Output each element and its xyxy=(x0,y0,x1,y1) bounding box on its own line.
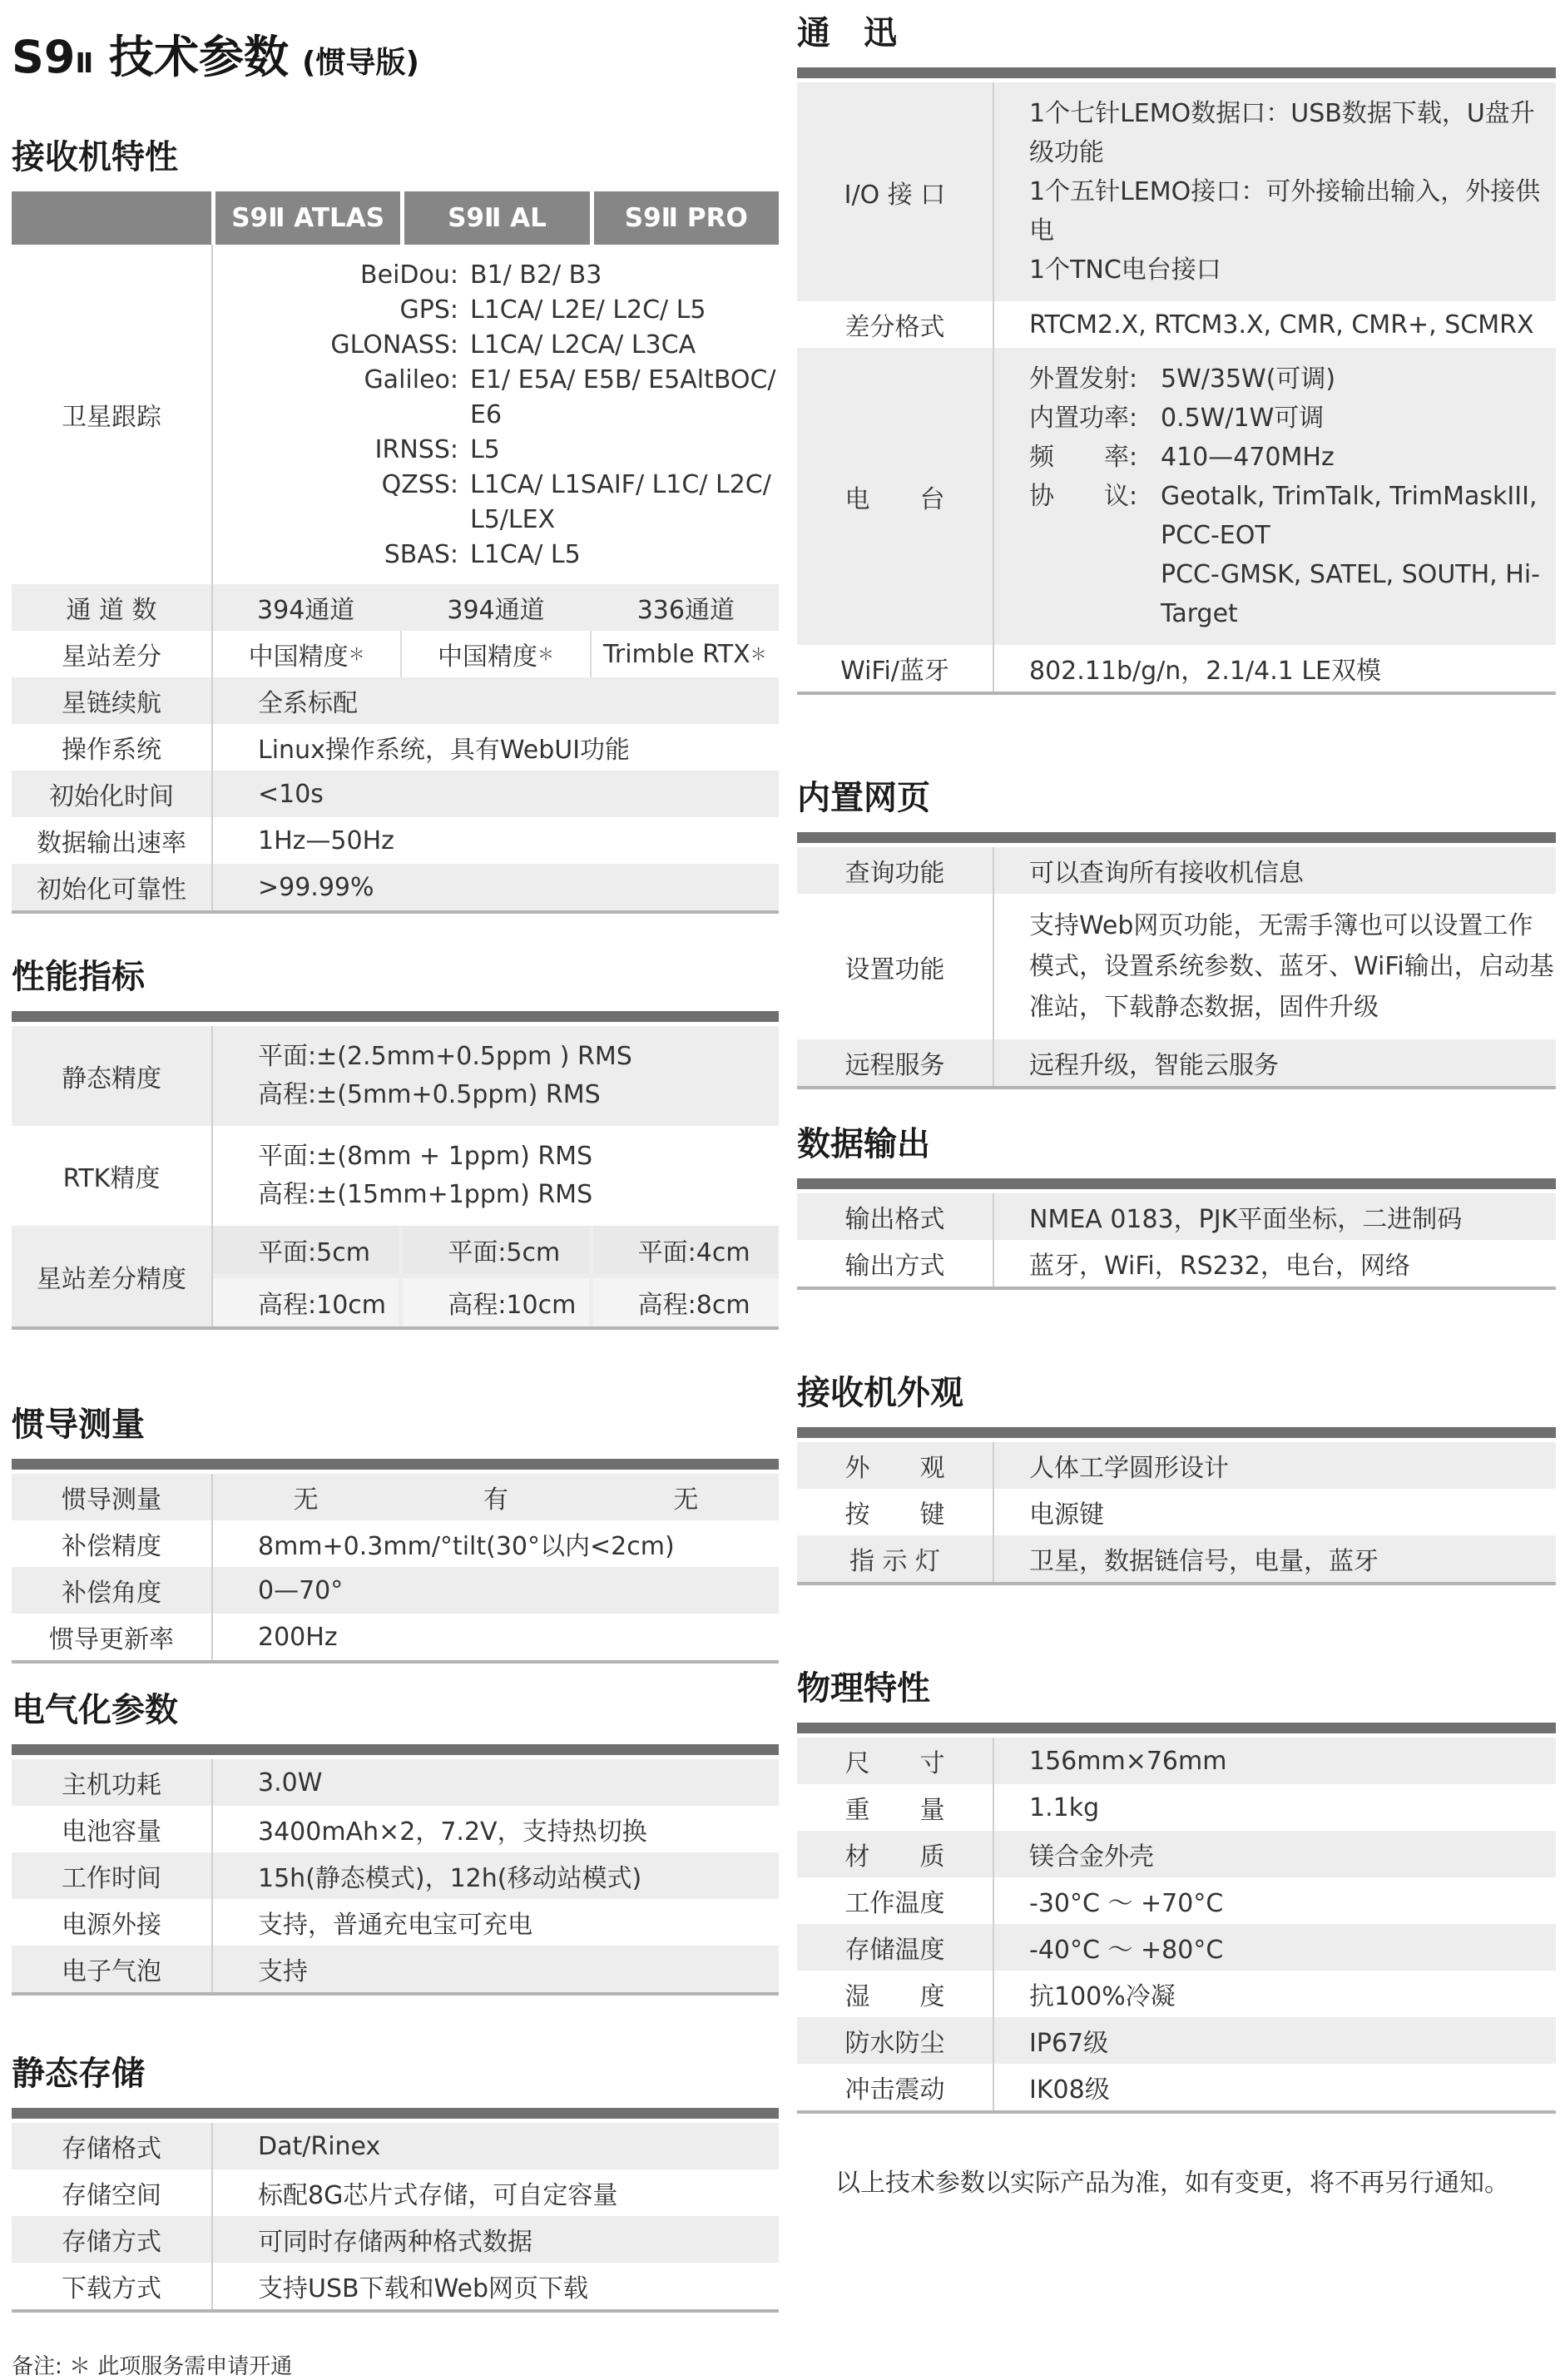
radio-line xyxy=(1029,359,1335,399)
table-row-remote-service xyxy=(797,1039,1556,1086)
table-row-ppp-service xyxy=(12,631,779,677)
spec-value: 高程:8cm xyxy=(593,1278,779,1326)
satellite-bands: L1CA/ L1SAIF/ L1C/ L2C/ L5/LEX xyxy=(470,470,771,534)
spec-value: 全系标配 xyxy=(258,689,358,718)
column-header-al: S9Ⅱ AL xyxy=(404,191,589,245)
web-table xyxy=(797,832,1556,1089)
satellite-bands: E1/ E5A/ E5B/ E5AltBOC/ E6 xyxy=(470,365,776,429)
spec-value: 0—70° xyxy=(258,1575,344,1605)
title-model: S9 xyxy=(12,31,76,83)
satellite-system: GPS: xyxy=(399,295,458,325)
satellite-line xyxy=(213,328,779,363)
satellite-line xyxy=(213,363,779,433)
output-table xyxy=(797,1178,1556,1290)
ppp-accuracy-grid xyxy=(213,1226,779,1326)
column-header-atlas: S9Ⅱ ATLAS xyxy=(215,191,400,245)
spec-label: RTK精度 xyxy=(12,1126,213,1226)
spec-label: 外 观 xyxy=(797,1442,994,1489)
spec-value: 3.0W xyxy=(258,1768,323,1797)
satellite-system: SBAS: xyxy=(384,540,458,569)
receiver-table-header xyxy=(12,191,779,245)
spec-value: 支持USB下载和Web网页下载 xyxy=(258,2274,588,2303)
radio-line xyxy=(1029,555,1556,633)
spec-label: 工作温度 xyxy=(797,1877,994,1924)
table-row-waterproof xyxy=(797,2017,1556,2064)
section-performance-heading: 性能指标 xyxy=(12,958,145,996)
spec-value: 中国精度 ＊ xyxy=(213,631,400,677)
spec-value-text: 中国精度 xyxy=(437,642,537,672)
spec-value: 高程:10cm xyxy=(213,1278,399,1326)
spec-label: 输出方式 xyxy=(797,1240,994,1287)
spec-value: 中国精度 ＊ xyxy=(400,631,589,677)
spec-value: 支持，普通充电宝可充电 xyxy=(258,1911,532,1940)
table-row-external-power xyxy=(12,1899,779,1946)
section-web-heading: 内置网页 xyxy=(797,779,930,817)
radio-value: Geotalk, TrimTalk, TrimMaskIII, PCC-EOT xyxy=(1161,482,1538,550)
table-row-satellite-tracking xyxy=(12,245,779,584)
spec-label: 查询功能 xyxy=(797,847,994,894)
spec-value: 无 xyxy=(213,1474,399,1520)
spec-value: 15h(静态模式)，12h(移动站模式) xyxy=(258,1864,642,1893)
section-receiver-heading: 接收机特性 xyxy=(12,138,178,176)
table-top-bar xyxy=(797,1427,1556,1438)
spec-value: 1Hz—50Hz xyxy=(258,826,394,855)
spec-value xyxy=(994,82,1556,301)
satellite-system: Galileo: xyxy=(364,365,458,394)
spec-value: -40°C ～ +80°C xyxy=(1029,1936,1224,1965)
spec-label: 重 量 xyxy=(797,1784,994,1831)
spec-value-text: Trimble RTX xyxy=(602,639,750,669)
spec-value xyxy=(213,1126,779,1226)
spec-value: 平面:5cm xyxy=(403,1226,588,1274)
spec-value-text: 中国精度 xyxy=(248,642,349,672)
spec-label: 主机功耗 xyxy=(12,1759,213,1806)
spec-value: 抗100%冷凝 xyxy=(1029,1982,1176,2011)
spec-value-line: 平面:±(8mm + 1ppm) RMS xyxy=(258,1142,593,1171)
spec-label: 冲击震动 xyxy=(797,2064,994,2110)
spec-label: 补偿角度 xyxy=(12,1567,213,1614)
spec-value: RTCM2.X, RTCM3.X, CMR, CMR+, SCMRX xyxy=(1029,310,1534,340)
section-imu-heading: 惯导测量 xyxy=(12,1406,145,1444)
table-row-humidity xyxy=(797,1971,1556,2017)
title-variant: (惯导版) xyxy=(302,46,419,80)
satellite-system: IRNSS: xyxy=(374,435,458,464)
spec-value: 平面:4cm xyxy=(593,1226,779,1274)
table-top-bar xyxy=(12,1011,779,1022)
radio-line xyxy=(1029,477,1556,555)
spec-label: I/O 接 口 xyxy=(797,82,994,301)
spec-label: 指 示 灯 xyxy=(797,1535,994,1582)
spec-value: 3400mAh×2，7.2V，支持热切换 xyxy=(258,1817,647,1847)
title-text: 技术参数 xyxy=(93,31,290,83)
spec-value: 人体工学圆形设计 xyxy=(1029,1454,1229,1483)
spec-value: 有 xyxy=(403,1474,588,1520)
left-column xyxy=(12,22,779,2380)
spec-value: Dat/Rinex xyxy=(258,2131,381,2161)
section-output-heading: 数据输出 xyxy=(797,1125,930,1163)
table-row-static-accuracy xyxy=(12,1026,779,1126)
table-row-init-time xyxy=(12,771,779,817)
satellite-system: GLONASS: xyxy=(330,330,458,359)
spec-value: IP67级 xyxy=(1029,2029,1109,2058)
table-row-battery xyxy=(12,1806,779,1852)
spec-label: 初始化可靠性 xyxy=(12,864,213,910)
spec-value-line: 平面:±(2.5mm+0.5ppm ) RMS xyxy=(258,1042,632,1071)
table-row-size xyxy=(797,1738,1556,1784)
spec-value: 电源键 xyxy=(1029,1500,1104,1530)
comm-table xyxy=(797,67,1556,695)
satellite-system: QZSS: xyxy=(381,470,458,499)
spec-label: 存储方式 xyxy=(12,2216,213,2263)
spec-value: IK08级 xyxy=(1029,2075,1110,2105)
spec-value: NMEA 0183，PJK平面坐标，二进制码 xyxy=(1029,1205,1463,1234)
receiver-table xyxy=(12,191,779,914)
table-row-power-consumption xyxy=(12,1759,779,1806)
spec-value: 8mm+0.3mm/°tilt(30°以内<2cm) xyxy=(258,1532,675,1561)
satellite-line xyxy=(213,538,779,573)
table-row-e-bubble xyxy=(12,1946,779,1992)
ppp-height-row xyxy=(213,1278,779,1326)
table-top-bar xyxy=(12,1459,779,1470)
spec-value: 336通道 xyxy=(593,584,779,631)
table-row-operating-temp xyxy=(797,1877,1556,1924)
right-column xyxy=(797,7,1556,2199)
radio-value: 0.5W/1W可调 xyxy=(1161,404,1325,433)
satellite-signal-list xyxy=(213,245,779,584)
radio-key: 频 率: xyxy=(1029,443,1138,472)
spec-value-line: 高程:±(15mm+1ppm) RMS xyxy=(258,1180,593,1209)
spec-value: <10s xyxy=(258,779,324,809)
table-row-rtk-accuracy xyxy=(12,1126,779,1226)
spec-value: Linux操作系统，具有WebUI功能 xyxy=(258,736,631,765)
radio-key xyxy=(1029,555,1154,633)
table-row-os xyxy=(12,724,779,771)
title-generation: Ⅱ xyxy=(75,47,94,79)
table-row-storage-temp xyxy=(797,1924,1556,1971)
table-row-download-mode xyxy=(12,2263,779,2309)
table-row-storage-format xyxy=(12,2123,779,2169)
spec-label: 电池容量 xyxy=(12,1806,213,1852)
spec-value: 无 xyxy=(593,1474,779,1520)
spec-value-line: 1个五针LEMO接口：可外接输出输入，外接供电 xyxy=(1029,177,1541,245)
spec-value: 支持Web网页功能，无需手簿也可以设置工作模式，设置系统参数、蓝牙、WiFi输出，启动基准站，下载静态数据，固件升级 xyxy=(1029,911,1554,1022)
spec-label: 远程服务 xyxy=(797,1039,994,1086)
spec-label: 存储温度 xyxy=(797,1924,994,1971)
spec-label: 防水防尘 xyxy=(797,2017,994,2064)
spec-label: 设置功能 xyxy=(797,894,994,1039)
imu-table xyxy=(12,1459,779,1664)
spec-value: 支持 xyxy=(258,1957,308,1986)
table-top-bar xyxy=(797,67,1556,78)
table-row-work-time xyxy=(12,1852,779,1899)
spec-value: >99.99% xyxy=(258,872,374,902)
closing-note: 以上技术参数以实际产品为准，如有变更，将不再另行通知。 xyxy=(835,2169,1509,2198)
table-row-shock xyxy=(797,2064,1556,2110)
column-header-empty xyxy=(12,191,211,245)
satellite-system: BeiDou: xyxy=(360,260,458,290)
spec-label: 通 道 数 xyxy=(12,584,213,631)
spec-value-line: 高程:±(5mm+0.5ppm) RMS xyxy=(258,1080,601,1109)
radio-value: PCC-GMSK, SATEL, SOUTH, Hi-Target xyxy=(1161,560,1540,628)
table-row-imu-availability xyxy=(12,1474,779,1520)
spec-label: 输出格式 xyxy=(797,1193,994,1240)
spec-label: 补偿精度 xyxy=(12,1520,213,1567)
table-row-setting-function xyxy=(797,894,1556,1039)
radio-value: 410—470MHz xyxy=(1161,443,1335,472)
footnote: 备注: ＊ 此项服务需申请开通 xyxy=(12,2354,293,2379)
table-row-data-rate xyxy=(12,817,779,864)
table-top-bar xyxy=(797,1178,1556,1189)
table-top-bar xyxy=(797,1723,1556,1733)
spec-value: Trimble RTX ＊ xyxy=(590,631,779,677)
table-row-compensation-angle xyxy=(12,1567,779,1614)
table-row-imu-update-rate xyxy=(12,1614,779,1660)
spec-value: 镁合金外壳 xyxy=(1029,1842,1154,1872)
spec-value: 标配8G芯片式存储，可自定容量 xyxy=(258,2181,618,2210)
storage-table xyxy=(12,2108,779,2313)
ppp-plane-row xyxy=(213,1226,779,1274)
section-comm-heading: 通 迅 xyxy=(797,14,897,52)
satellite-line xyxy=(213,258,779,293)
table-row-compensation-accuracy xyxy=(12,1520,779,1567)
spec-label: 按 键 xyxy=(797,1489,994,1535)
spec-value: 156mm×76mm xyxy=(1029,1746,1227,1776)
spec-value: 蓝牙，WiFi，RS232，电台，网络 xyxy=(1029,1252,1410,1281)
table-top-bar xyxy=(12,1744,779,1755)
spec-value: 394通道 xyxy=(213,584,399,631)
spec-label: 电子气泡 xyxy=(12,1946,213,1992)
radio-line xyxy=(1029,438,1335,477)
spec-label: 星站差分精度 xyxy=(12,1226,213,1326)
spec-label: 工作时间 xyxy=(12,1852,213,1899)
section-electrical-heading: 电气化参数 xyxy=(12,1691,178,1729)
table-row-output-format xyxy=(797,1193,1556,1240)
satellite-line xyxy=(213,468,779,538)
satellite-bands: B1/ B2/ B3 xyxy=(470,260,602,290)
spec-value: 802.11b/g/n，2.1/4.1 LE双模 xyxy=(1029,657,1382,686)
satellite-line xyxy=(213,433,779,468)
spec-label: 星站差分 xyxy=(12,631,213,677)
appearance-table xyxy=(797,1427,1556,1585)
performance-table xyxy=(12,1011,779,1330)
table-row-weight xyxy=(797,1784,1556,1831)
table-row-starlink xyxy=(12,677,779,724)
table-row-material xyxy=(797,1831,1556,1877)
table-row-indicators xyxy=(797,1535,1556,1582)
spec-label: 星链续航 xyxy=(12,677,213,724)
satellite-bands: L5 xyxy=(470,435,500,464)
physical-table xyxy=(797,1723,1556,2114)
table-row-diff-format xyxy=(797,301,1556,348)
spec-label: 湿 度 xyxy=(797,1971,994,2017)
spec-value: 1.1kg xyxy=(1029,1792,1100,1822)
table-row-storage-mode xyxy=(12,2216,779,2263)
spec-value xyxy=(213,1026,779,1126)
satellite-line xyxy=(213,293,779,328)
spec-label: 材 质 xyxy=(797,1831,994,1877)
spec-label: 电源外接 xyxy=(12,1899,213,1946)
spec-label: 存储空间 xyxy=(12,2169,213,2216)
radio-line xyxy=(1029,399,1324,438)
electrical-table xyxy=(12,1744,779,1996)
spec-value: 卫星，数据链信号，电量，蓝牙 xyxy=(1029,1547,1379,1576)
table-row-init-reliability xyxy=(12,864,779,910)
radio-key: 协 议: xyxy=(1029,482,1138,511)
table-top-bar xyxy=(797,832,1556,843)
table-row-query-function xyxy=(797,847,1556,894)
table-row-channels xyxy=(12,584,779,631)
table-row-ppp-accuracy xyxy=(12,1226,779,1326)
spec-value: 可同时存储两种格式数据 xyxy=(258,2228,532,2257)
column-header-pro: S9Ⅱ PRO xyxy=(594,191,779,245)
spec-value: 远程升级，智能云服务 xyxy=(1029,1051,1279,1080)
satellite-bands: L1CA/ L5 xyxy=(470,540,581,569)
table-top-bar xyxy=(12,2108,779,2119)
radio-value: 5W/35W(可调) xyxy=(1161,364,1336,394)
spec-label: WiFi/蓝牙 xyxy=(797,645,994,692)
satellite-bands: L1CA/ L2CA/ L3CA xyxy=(470,330,696,359)
spec-value: -30°C ～ +70°C xyxy=(1029,1889,1224,1918)
table-row-output-mode xyxy=(797,1240,1556,1287)
spec-label: 差分格式 xyxy=(797,301,994,348)
spec-value: 394通道 xyxy=(403,584,588,631)
section-physical-heading: 物理特性 xyxy=(797,1669,930,1708)
spec-value-line: 1个七针LEMO数据口：USB数据下载，U盘升级功能 xyxy=(1029,99,1535,167)
table-row-buttons xyxy=(797,1489,1556,1535)
table-row-appearance xyxy=(797,1442,1556,1489)
spec-value-line: 1个TNC电台接口 xyxy=(1029,255,1221,285)
spec-value: 平面:5cm xyxy=(213,1226,399,1274)
table-row-io-ports xyxy=(797,82,1556,301)
spec-label: 操作系统 xyxy=(12,724,213,771)
spec-value: 200Hz xyxy=(258,1622,338,1652)
table-row-storage-space xyxy=(12,2169,779,2216)
table-row-wifi-bt xyxy=(797,645,1556,692)
spec-label: 尺 寸 xyxy=(797,1738,994,1784)
radio-key: 外置发射: xyxy=(1029,364,1138,394)
table-row-radio xyxy=(797,348,1556,645)
spec-label: 存储格式 xyxy=(12,2123,213,2169)
section-appearance-heading: 接收机外观 xyxy=(797,1374,963,1412)
spec-label: 初始化时间 xyxy=(12,771,213,817)
spec-label: 惯导测量 xyxy=(12,1474,213,1520)
spec-value: 可以查询所有接收机信息 xyxy=(1029,859,1304,888)
spec-label: 电 台 xyxy=(797,348,994,645)
radio-key: 内置功率: xyxy=(1029,404,1138,433)
spec-label: 惯导更新率 xyxy=(12,1614,213,1660)
spec-label: 卫星跟踪 xyxy=(12,245,213,584)
page-title xyxy=(12,22,779,86)
spec-label: 数据输出速率 xyxy=(12,817,213,864)
spec-value xyxy=(994,348,1556,645)
spec-label: 静态精度 xyxy=(12,1026,213,1126)
spec-label: 下载方式 xyxy=(12,2263,213,2309)
spec-value: 高程:10cm xyxy=(403,1278,588,1326)
section-storage-heading: 静态存储 xyxy=(12,2055,145,2093)
satellite-bands: L1CA/ L2E/ L2C/ L5 xyxy=(470,295,706,325)
